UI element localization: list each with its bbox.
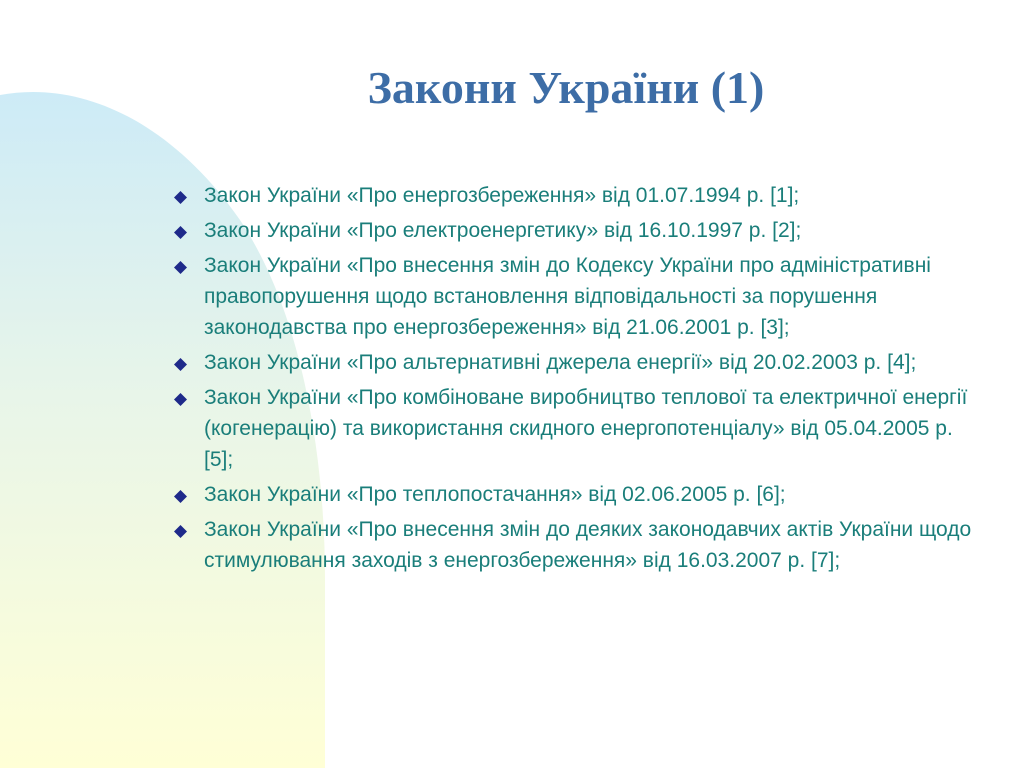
list-item [172,514,972,576]
diamond-bullet-icon [174,191,187,204]
diamond-bullet-icon [174,525,187,538]
diamond-bullet-icon [174,490,187,503]
diamond-bullet-icon [174,393,187,406]
diamond-bullet-icon [174,358,187,371]
list-item [172,250,972,343]
list-item-text: Закон України «Про електроенергетику» від 16.10.1997 р. [2]; [204,219,802,242]
list-item [172,479,972,510]
list-item [172,180,972,211]
slide-title: Закони України (1) [367,62,765,113]
diamond-bullet-icon [174,226,187,239]
list-item [172,215,972,246]
list-item-text: Закон України «Про альтернативні джерела енергії» від 20.02.2003 р. [4]; [204,351,917,374]
diamond-bullet-icon [174,261,187,274]
list-item-text: Закон України «Про енергозбереження» від 01.07.1994 р. [1]; [204,184,800,207]
list-item-text: Закон України «Про внесення змін до Кодексу України про адміністративні правопорушення щодо встановлення відповідальності за порушення законодавства про енергозбереження» від 21.06.2001 р. [3]; [204,254,931,339]
list-item-text: Закон України «Про внесення змін до деяких законодавчих актів України щодо стимулювання заходів з енергозбереження» від 16.03.2007 р. [7]; [204,518,972,572]
list-item [172,382,972,475]
list-item-text: Закон України «Про комбіноване виробництво теплової та електричної енергії (когенерацію) та використання скидного енергопотенціалу» від 05.04.2005 р. [5]; [204,386,968,471]
law-list [172,180,972,580]
list-item-text: Закон України «Про теплопостачання» від 02.06.2005 р. [6]; [204,483,786,506]
list-item [172,347,972,378]
